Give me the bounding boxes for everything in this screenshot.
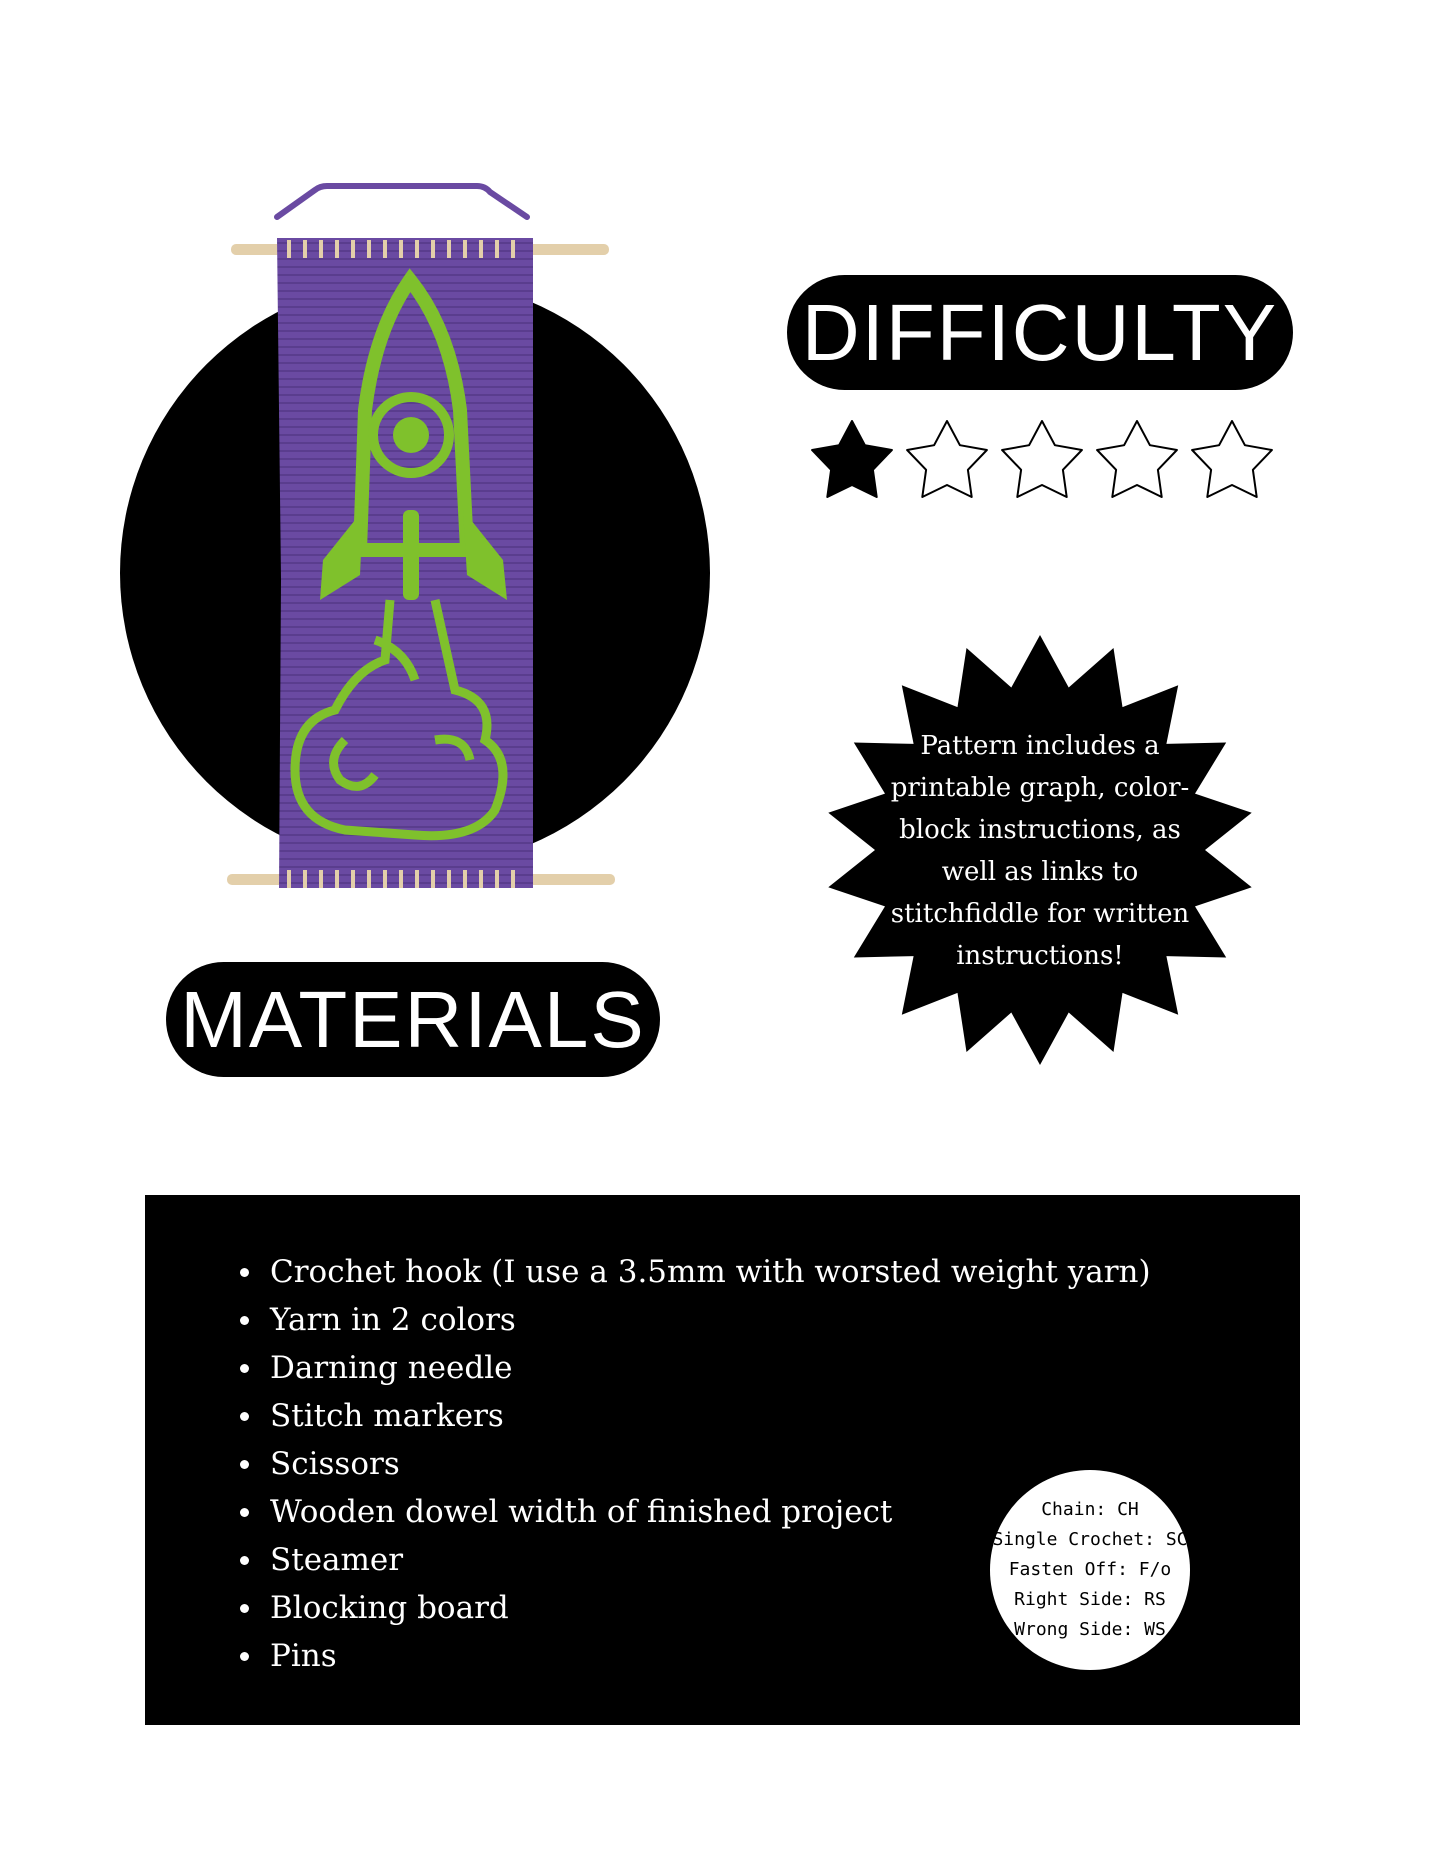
star-empty-icon: [907, 421, 987, 497]
materials-heading: MATERIALS: [166, 962, 660, 1077]
abbreviation-right-side: Right Side: RS: [1014, 1589, 1166, 1610]
list-item: Scissors: [270, 1440, 1151, 1488]
list-item: Pins: [270, 1632, 1151, 1680]
list-item: Steamer: [270, 1536, 1151, 1584]
star-filled-icon: [812, 421, 892, 497]
list-item: Blocking board: [270, 1584, 1151, 1632]
star-empty-icon: [1097, 421, 1177, 497]
list-item: Yarn in 2 colors: [270, 1296, 1151, 1344]
list-item: Darning needle: [270, 1344, 1151, 1392]
abbreviations-circle: [990, 1470, 1190, 1670]
star-empty-icon: [1002, 421, 1082, 497]
difficulty-heading: DIFFICULTY: [787, 275, 1293, 390]
star-empty-icon: [1192, 421, 1272, 497]
abbreviation-fasten-off: Fasten Off: F/o: [1008, 1559, 1172, 1580]
list-item: Stitch markers: [270, 1392, 1151, 1440]
rocket-tapestry-image: [215, 180, 625, 900]
pattern-includes-callout: Pattern includes a printable graph, color-block instructions, as well as links to stitchfiddle for written instructions!: [890, 731, 1190, 971]
abbreviation-single-crochet: Single Crochet: SC: [992, 1529, 1188, 1550]
abbreviation-wrong-side: Wrong Side: WS: [1014, 1619, 1166, 1640]
abbreviation-chain: Chain: CH: [1041, 1499, 1139, 1520]
difficulty-rating: [805, 416, 1285, 506]
hanging-cord: [277, 186, 527, 217]
list-item: Crochet hook (I use a 3.5mm with worsted weight yarn): [270, 1248, 1151, 1296]
list-item: Wooden dowel width of finished project: [270, 1488, 1151, 1536]
